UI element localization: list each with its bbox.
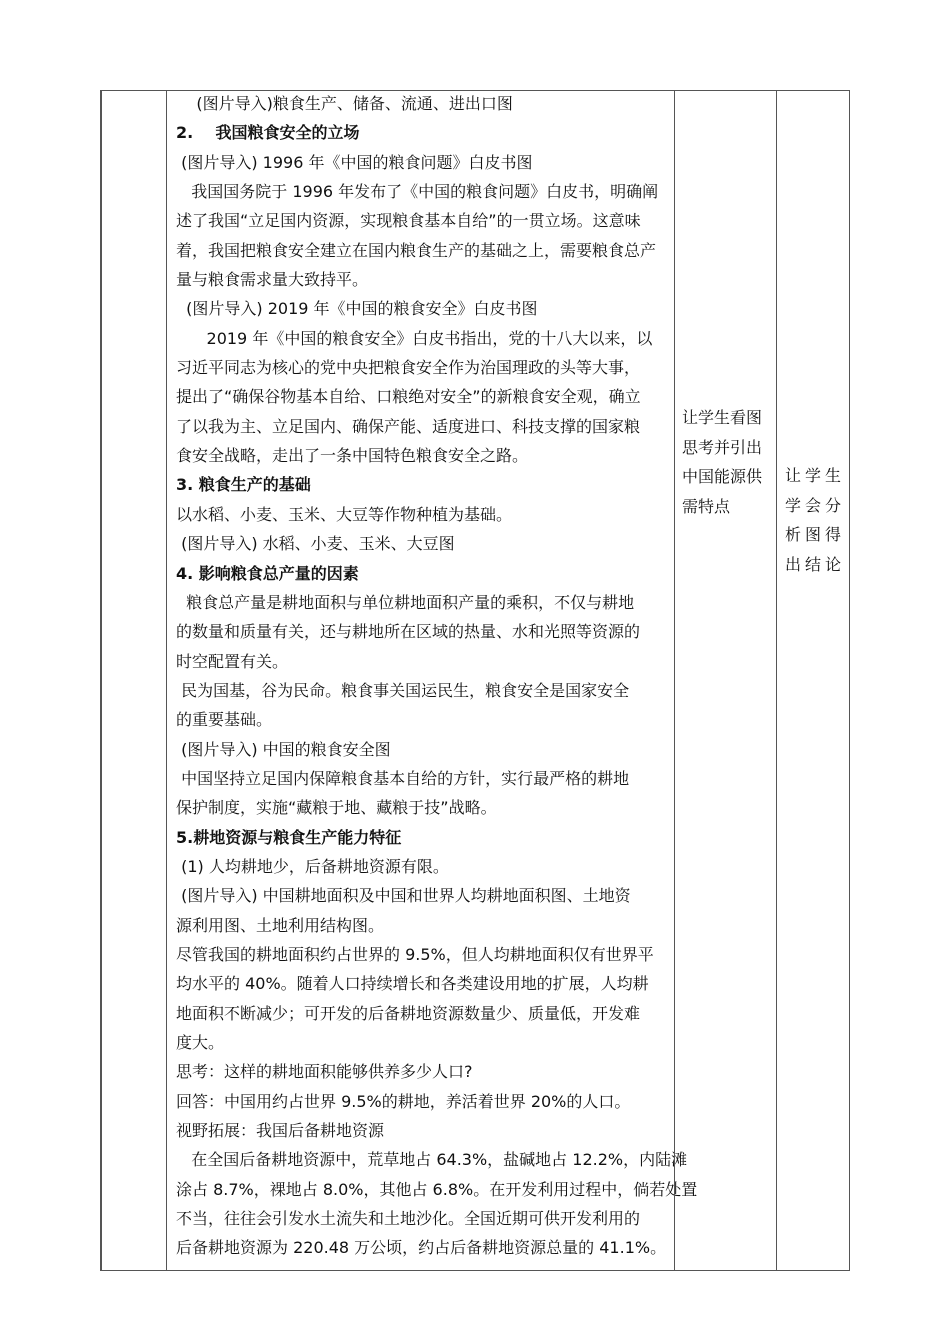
section-heading: 5.耕地资源与粮食生产能力特征: [176, 827, 402, 847]
text-line: 后备耕地资源为 220.48 万公顷，约占后备耕地资源总量的 41.1%。: [176, 1238, 667, 1258]
text-line: (1) 人均耕地少，后备耕地资源有限。: [176, 856, 449, 876]
student-activity-line: 让学生看图: [682, 408, 763, 427]
section-heading: 3. 粮食生产的基础: [176, 475, 311, 495]
design-intent-text: [785, 461, 849, 579]
student-activity-text: [682, 403, 774, 521]
text-line: 度大。: [176, 1033, 225, 1052]
text-line: 均水平的 40%。随着人口持续增长和各类建设用地的扩展，人均耕: [176, 974, 649, 994]
text-line: 量与粮食需求量大致持平。: [176, 270, 369, 290]
text-line: 思考：这样的耕地面积能够供养多少人口?: [176, 1062, 473, 1082]
text-line: 着，我国把粮食安全建立在国内粮食生产的基础之上，需要粮食总产: [176, 240, 657, 260]
text-line: 食安全战略，走出了一条中国特色粮食安全之路。: [176, 446, 529, 466]
text-line: (图片导入) 2019 年《中国的粮食安全》白皮书图: [176, 299, 538, 319]
column-stage: [101, 91, 102, 1270]
text-line: 尽管我国的耕地面积约占世界的 9.5%，但人均耕地面积仅有世界平: [176, 944, 654, 964]
text-line: 回答：中国用约占世界 9.5%的耕地，养活着世界 20%的人口。: [176, 1091, 631, 1111]
text-line: 不当，往往会引发水土流失和土地沙化。全国近期可供开发利用的: [176, 1209, 641, 1229]
text-line: 提出了“确保谷物基本自给、口粮绝对安全”的新粮食安全观，确立: [176, 387, 641, 407]
design-intent-line: 出结论: [785, 554, 846, 574]
text-line: (图片导入) 中国耕地面积及中国和世界人均耕地面积图、土地资: [176, 886, 631, 906]
lesson-table: [100, 90, 850, 1271]
teaching-content: [176, 89, 698, 1263]
design-intent-line: 析图得: [785, 525, 846, 544]
text-line: 民为国基，谷为民命。粮食事关国运民生，粮食安全是国家安全: [176, 680, 630, 700]
section-heading: 2. 我国粮食安全的立场: [176, 123, 360, 143]
design-intent-line: 学会分: [785, 495, 846, 515]
text-line: (图片导入)粮食生产、储备、流通、进出口图: [176, 94, 513, 113]
text-line: 中国坚持立足国内保障粮食基本自给的方针，实行最严格的耕地: [176, 768, 630, 788]
student-activity-line: 思考并引出: [682, 437, 763, 457]
text-line: 以水稻、小麦、玉米、大豆等作物种植为基础。: [176, 504, 513, 524]
text-line: 2019 年《中国的粮食安全》白皮书指出，党的十八大以来，以: [176, 328, 653, 348]
text-line: 时空配置有关。: [176, 651, 289, 671]
column-design-intent: [776, 91, 851, 1270]
text-line: 地面积不断减少；可开发的后备耕地资源数量少、质量低，开发难: [176, 1003, 641, 1023]
text-line: (图片导入) 水稻、小麦、玉米、大豆图: [176, 534, 455, 554]
text-line: 的数量和质量有关，还与耕地所在区域的热量、水和光照等资源的: [176, 622, 641, 642]
text-line: (图片导入) 中国的粮食安全图: [176, 739, 391, 759]
text-line: 的重要基础。: [176, 710, 273, 730]
design-intent-line: 让学生: [785, 466, 846, 485]
text-line: 源利用图、土地利用结构图。: [176, 915, 385, 935]
text-line: 视野拓展：我国后备耕地资源: [176, 1121, 385, 1141]
text-line: 了以我为主、立足国内、确保产能、适度进口、科技支撑的国家粮: [176, 416, 641, 436]
student-activity-line: 需特点: [682, 496, 731, 516]
text-line: 粮食总产量是耕地面积与单位耕地面积产量的乘积，不仅与耕地: [176, 592, 635, 612]
student-activity-line: 中国能源供: [682, 467, 763, 486]
text-line: 保护制度，实施“藏粮于地、藏粮于技”战略。: [176, 798, 497, 818]
text-line: 我国国务院于 1996 年发布了《中国的粮食问题》白皮书，明确阐: [176, 182, 659, 202]
text-line: 习近平同志为核心的党中央把粮食安全作为治国理政的头等大事，: [176, 358, 641, 378]
text-line: 在全国后备耕地资源中，荒草地占 64.3%，盐碱地占 12.2%，内陆滩: [176, 1150, 688, 1170]
column-teaching-content: [166, 91, 698, 1270]
text-line: 涂占 8.7%，裸地占 8.0%，其他占 6.8%。在开发利用过程中，倘若处置: [176, 1179, 698, 1199]
text-line: 述了我国“立足国内资源，实现粮食基本自给”的一贯立场。这意味: [176, 211, 641, 231]
text-line: (图片导入) 1996 年《中国的粮食问题》白皮书图: [176, 152, 533, 172]
section-heading: 4. 影响粮食总产量的因素: [176, 563, 359, 583]
column-student-activity: [674, 91, 777, 1270]
